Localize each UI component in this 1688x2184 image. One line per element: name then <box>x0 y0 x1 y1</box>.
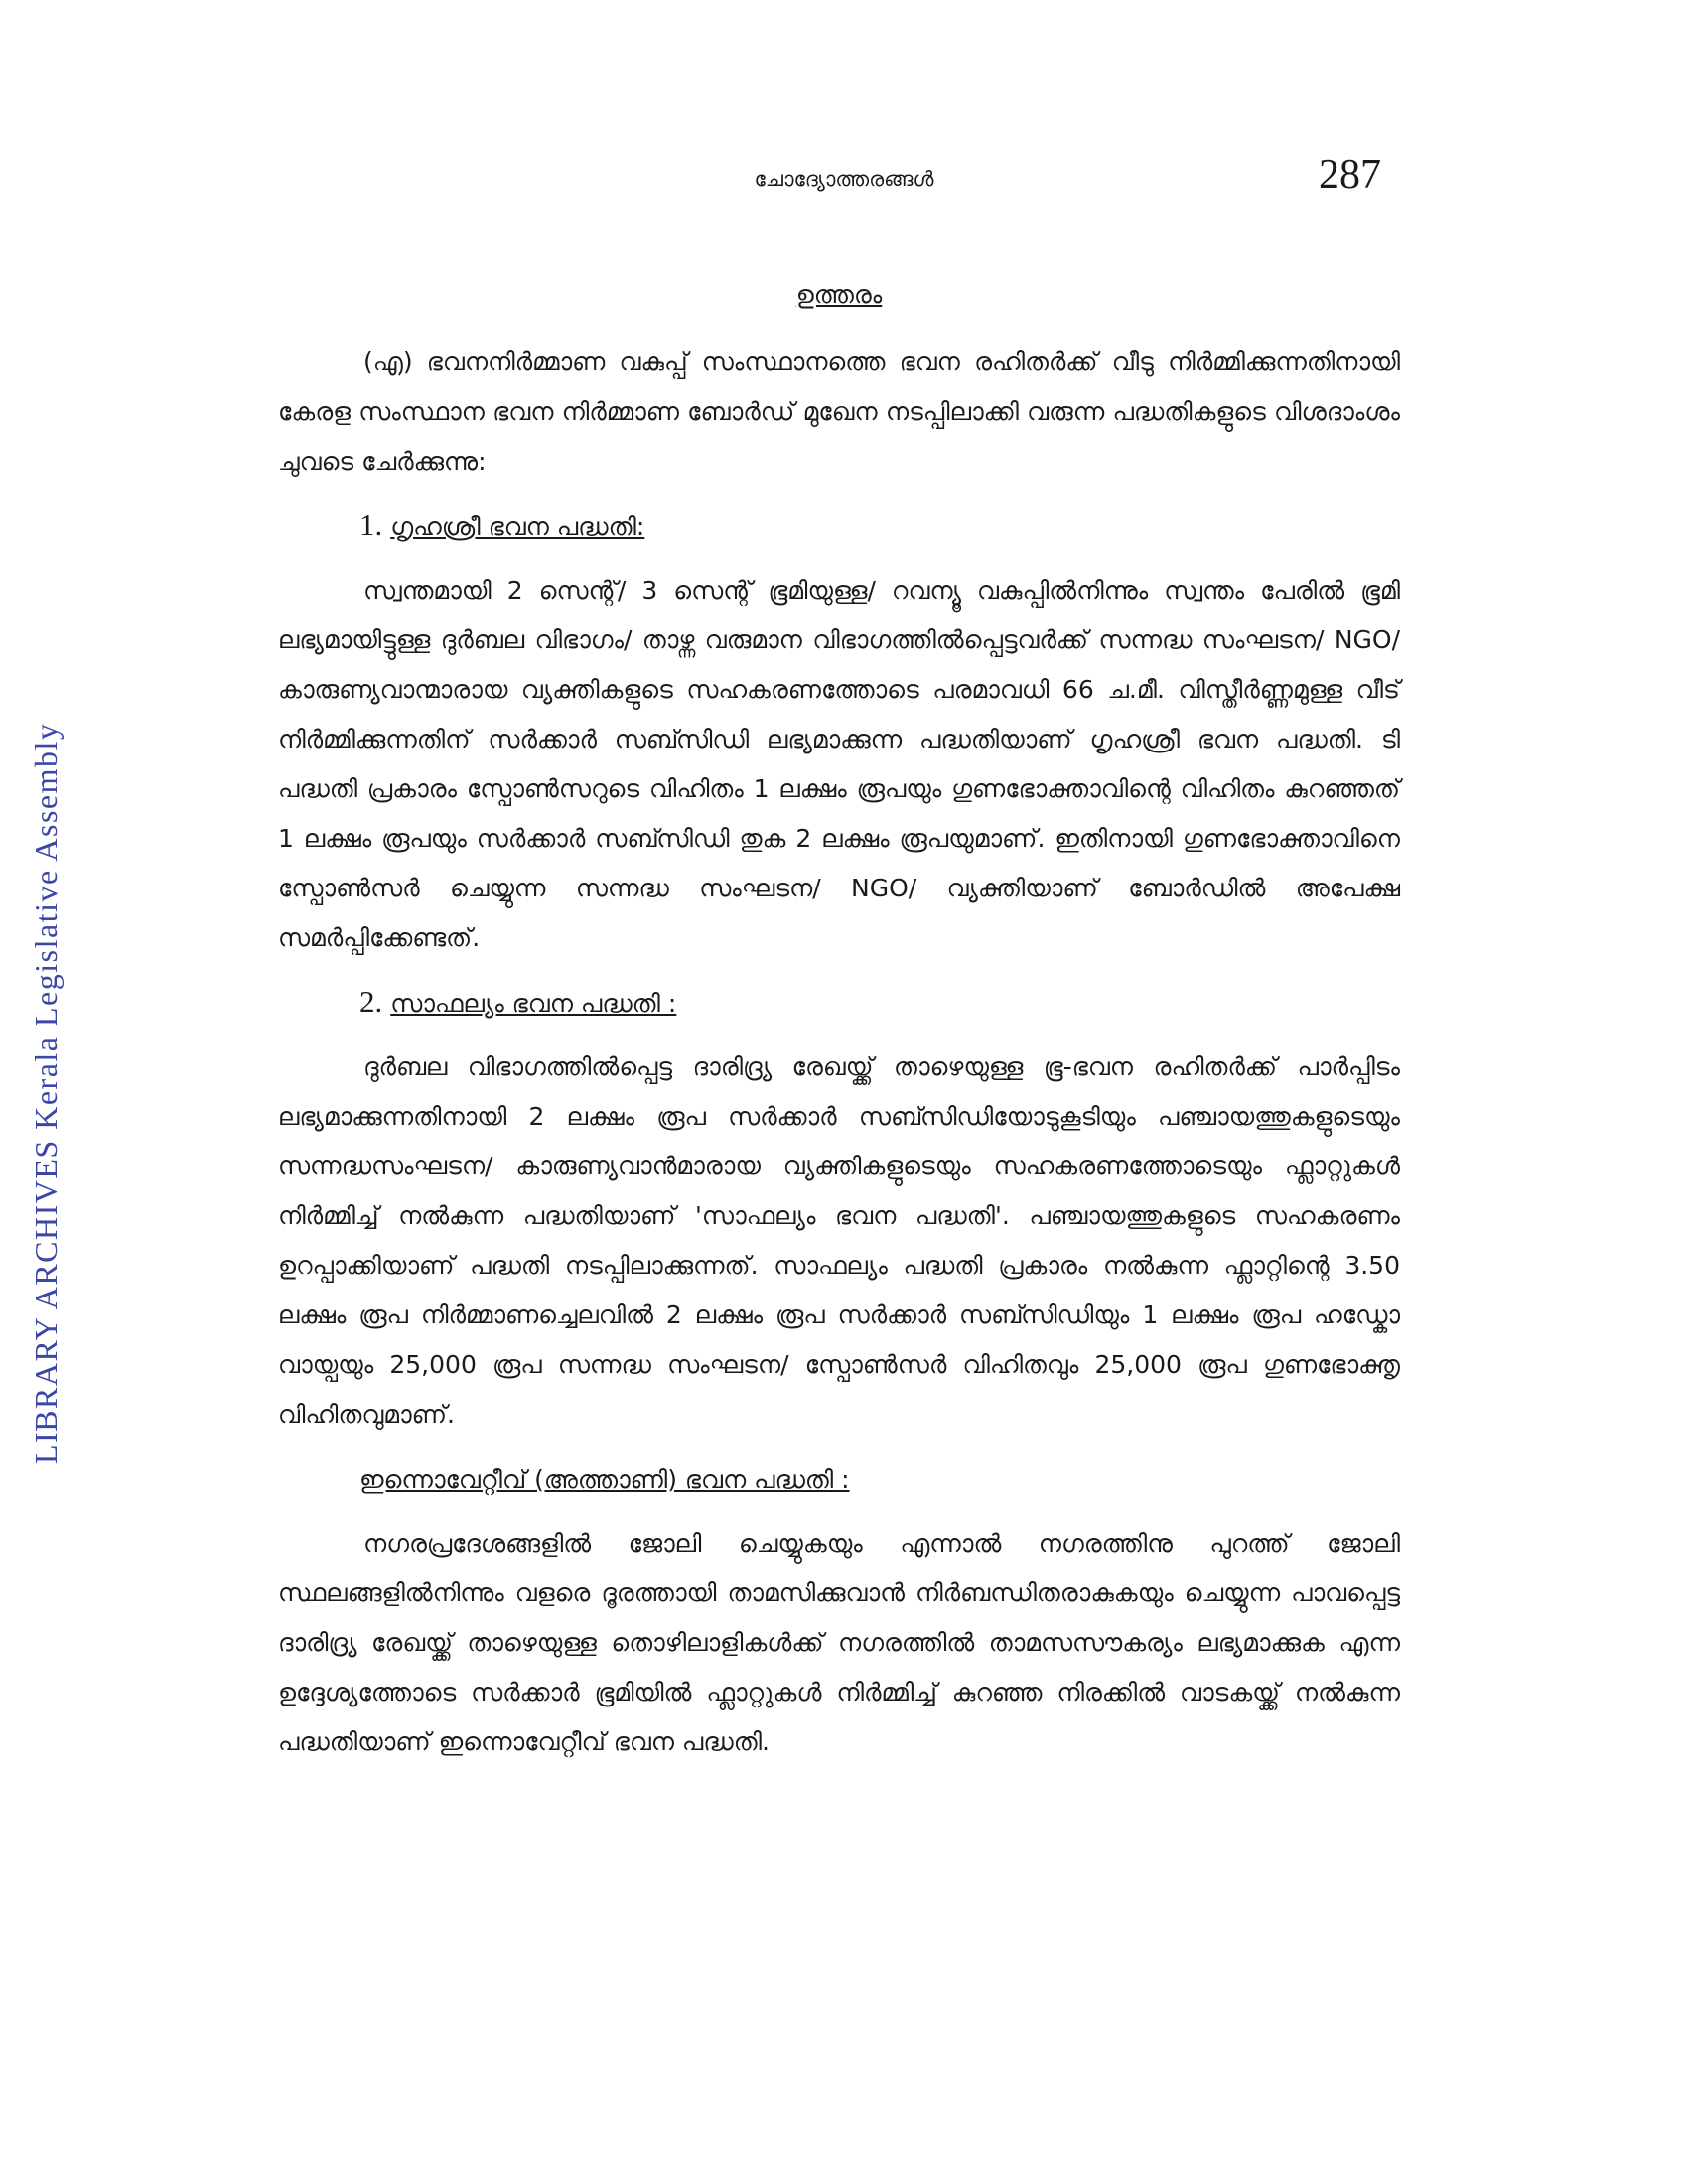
page-number: 287 <box>1319 152 1381 198</box>
scheme-heading <box>359 1453 1400 1505</box>
scheme-section-innovative <box>278 1453 1400 1767</box>
scheme-heading <box>359 977 1400 1028</box>
scheme-description: സ്വന്തമായി 2 സെന്റ്/ 3 സെന്റ് ഭൂമിയുള്ള/ റവന്യൂ വകുപ്പിൽനിന്നും സ്വന്തം പേരിൽ ഭൂമി ലഭ്യമായിട്ടുള്ള ദുർബല വിഭാഗം/ താഴ്ന്ന വരുമാന വിഭാഗത്തിൽപ്പെട്ടവർക്ക് സന്നദ്ധ സംഘടന/ NGO/കാരുണ്യവാന്മാരായ വ്യക്തികളുടെ സഹകരണത്തോടെ പരമാവധി 66 ച.മീ. വിസ്തീർണ്ണമുള്ള വീട് നിർമ്മിക്കുന്നതിന് സർക്കാർ സബ്സിഡി ലഭ്യമാക്കുന്ന പദ്ധതിയാണ് ഗൃഹശ്രീ ഭവന പദ്ധതി. ടി പദ്ധതി പ്രകാരം സ്പോൺസറുടെ വിഹിതം 1 ലക്ഷം രൂപയും ഗുണഭോക്താവിന്റെ വിഹിതം കുറഞ്ഞത് 1 ലക്ഷം രൂപയും സർക്കാർ സബ്സിഡി തുക 2 ലക്ഷം രൂപയുമാണ്. ഇതിനായി ഗുണഭോക്താവിനെ സ്പോൺസർ ചെയ്യുന്ന സന്നദ്ധ സംഘടന/ NGO/ വ്യക്തിയാണ് ബോർഡിൽ അപേക്ഷ സമർപ്പിക്കേണ്ടത്. <box>278 576 1400 952</box>
answer-body <box>278 270 1400 1779</box>
running-header-title: ചോദ്യോത്തരങ്ങൾ <box>754 167 934 191</box>
scheme-number: 2. <box>359 984 383 1019</box>
scheme-title: ഗൃഹശ്രീ ഭവന പദ്ധതി: <box>390 512 645 541</box>
scheme-section-grihasree <box>278 500 1400 963</box>
scheme-description: ദുർബല വിഭാഗത്തിൽപ്പെട്ട ദാരിദ്ര്യ രേഖയ്ക്ക് താഴെയുള്ള ഭൂ-ഭവന രഹിതർക്ക് പാർപ്പിടം ലഭ്യമാക്കുന്നതിനായി 2 ലക്ഷം രൂപ സർക്കാർ സബ്സിഡിയോടുകൂടിയും പഞ്ചായത്തുകളുടെയും സന്നദ്ധസംഘടന/ കാരുണ്യവാൻമാരായ വ്യക്തികളുടെയും സഹകരണത്തോടെയും ഫ്ലാറ്റുകൾ നിർമ്മിച്ച് നൽകുന്ന പദ്ധതിയാണ് 'സാഫല്യം ഭവന പദ്ധതി'. പഞ്ചായത്തുകളുടെ സഹകരണം ഉറപ്പാക്കിയാണ് പദ്ധതി നടപ്പിലാക്കുന്നത്. സാഫല്യം പദ്ധതി പ്രകാരം നൽകുന്ന ഫ്ലാറ്റിന്റെ 3.50 ലക്ഷം രൂപ നിർമ്മാണച്ചെലവിൽ 2 ലക്ഷം രൂപ സർക്കാർ സബ്സിഡിയും 1 ലക്ഷം രൂപ ഹഡ്കോ വായ്പയും 25,000 രൂപ സന്നദ്ധ സംഘടന/ സ്പോൺസർ വിഹിതവും 25,000 രൂപ ഗുണഭോക്തൃ വിഹിതവുമാണ്. <box>278 1052 1400 1429</box>
scheme-heading <box>359 500 1400 552</box>
scheme-title: ഇന്നൊവേറ്റീവ് (അത്താണി) ഭവന പദ്ധതി : <box>359 1465 850 1494</box>
scheme-section-saphalyam <box>278 977 1400 1439</box>
scheme-number: 1. <box>359 507 383 542</box>
answer-title: ഉത്തരം <box>795 280 883 309</box>
scheme-title: സാഫല്യം ഭവന പദ്ധതി : <box>390 989 677 1018</box>
answer-intro: (എ) ഭവനനിർമ്മാണ വകുപ്പ് സംസ്ഥാനത്തെ ഭവന രഹിതർക്ക് വീടു നിർമ്മിക്കുന്നതിനായി കേരള സംസ്ഥാന ഭവന നിർമ്മാണ ബോർഡ് മുഖേന നടപ്പിലാക്കി വരുന്ന പദ്ധതികളുടെ വിശദാംശം ചുവടെ ചേർക്കുന്നു: <box>278 347 1400 476</box>
scheme-description: നഗരപ്രദേശങ്ങളിൽ ജോലി ചെയ്യുകയും എന്നാൽ നഗരത്തിനു പുറത്ത് ജോലി സ്ഥലങ്ങളിൽനിന്നും വളരെ ദൂരത്തായി താമസിക്കുവാൻ നിർബന്ധിതരാകുകയും ചെയ്യുന്ന പാവപ്പെട്ട ദാരിദ്ര്യ രേഖയ്ക്ക് താഴെയുള്ള തൊഴിലാളികൾക്ക് നഗരത്തിൽ താമസസൗകര്യം ലഭ്യമാക്കുക എന്ന ഉദ്ദേശ്യത്തോടെ സർക്കാർ ഭൂമിയിൽ ഫ്ലാറ്റുകൾ നിർമ്മിച്ച് കുറഞ്ഞ നിരക്കിൽ വാടകയ്ക്ക് നൽകുന്ന പദ്ധതിയാണ് ഇന്നൊവേറ്റീവ് ഭവന പദ്ധതി. <box>278 1529 1400 1756</box>
archive-watermark: LIBRARY ARCHIVES Kerala Legislative Assembly <box>28 722 64 1464</box>
